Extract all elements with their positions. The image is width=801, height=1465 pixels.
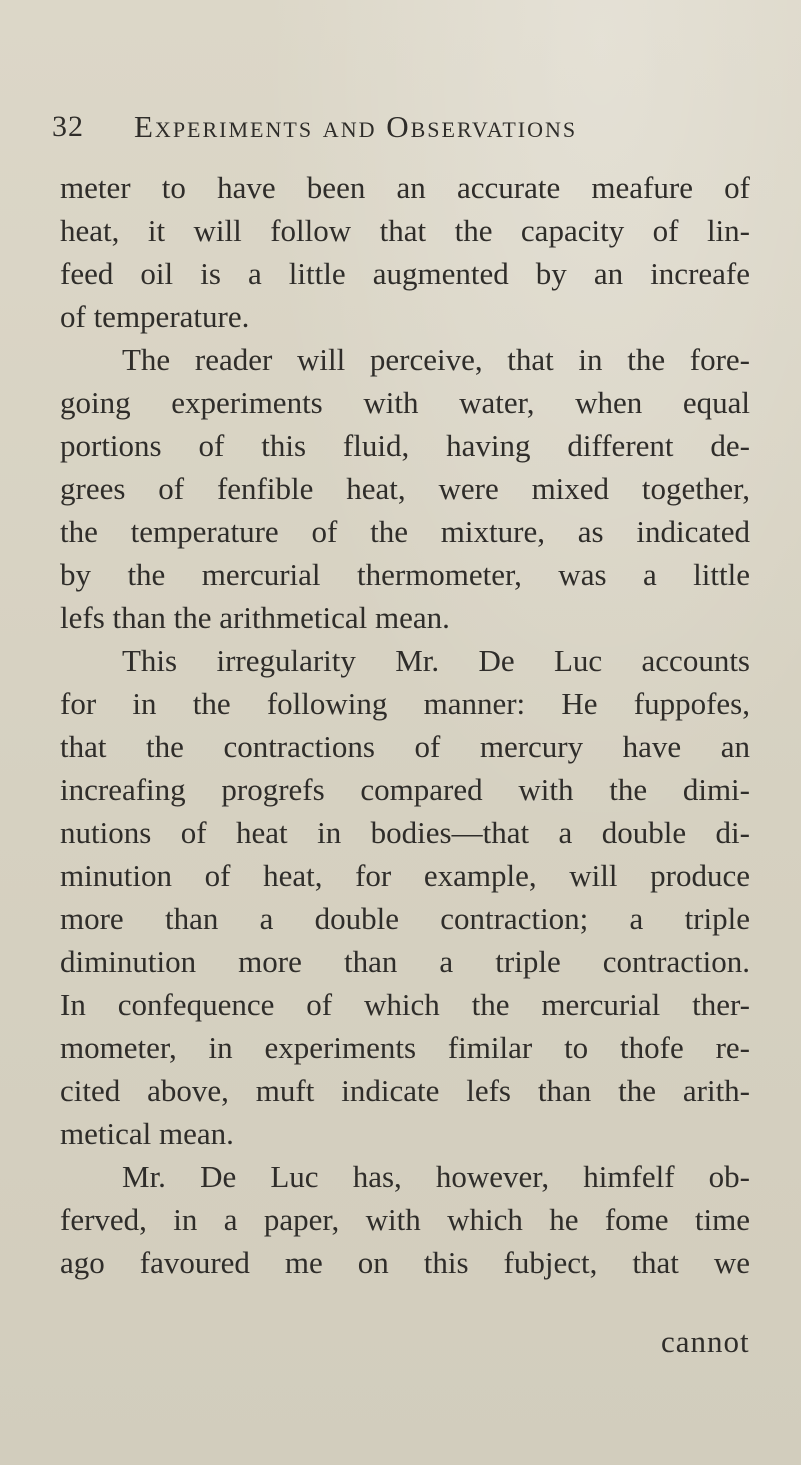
text-line: feed oil is a little augmented by an increafe xyxy=(60,256,750,291)
text-line: mometer, in experiments fimilar to thofe re- xyxy=(60,1030,750,1065)
catchword: cannot xyxy=(661,1324,750,1359)
text-line: In confequence of which the mercurial ther- xyxy=(60,987,750,1022)
text-line: by the mercurial thermometer, was a little xyxy=(60,557,750,592)
text-line: diminution more than a triple contraction. xyxy=(60,944,750,979)
text-line: The reader will perceive, that in the fore- xyxy=(122,342,750,377)
page-number: 32 xyxy=(52,110,84,143)
text-line: increafing progrefs compared with the dimi- xyxy=(60,772,750,807)
text-line: ferved, in a paper, with which he fome time xyxy=(60,1202,750,1237)
text-line: of temperature. xyxy=(60,299,250,334)
running-header xyxy=(50,104,750,154)
text-line: metical mean. xyxy=(60,1116,234,1151)
body-text xyxy=(60,166,750,1284)
text-line: cited above, muft indicate lefs than the arith- xyxy=(60,1073,750,1108)
text-line: that the contractions of mercury have an xyxy=(60,729,750,764)
text-line: grees of fenfible heat, were mixed together, xyxy=(60,471,750,506)
running-title: Experiments and Observations xyxy=(134,109,578,144)
text-line: meter to have been an accurate meafure of xyxy=(60,170,750,205)
text-line: lefs than the arithmetical mean. xyxy=(60,600,450,635)
text-line: more than a double contraction; a triple xyxy=(60,901,750,936)
text-line: ago favoured me on this fubject, that we xyxy=(60,1245,750,1280)
text-line: heat, it will follow that the capacity of lin- xyxy=(60,213,750,248)
text-line: nutions of heat in bodies—that a double di- xyxy=(60,815,750,850)
text-line: for in the following manner: He fuppofes, xyxy=(60,686,750,721)
text-line: portions of this fluid, having different de- xyxy=(60,428,750,463)
text-line: Mr. De Luc has, however, himfelf ob- xyxy=(122,1159,750,1194)
text-line: This irregularity Mr. De Luc accounts xyxy=(122,643,750,678)
text-line: minution of heat, for example, will produce xyxy=(60,858,750,893)
text-line: the temperature of the mixture, as indicated xyxy=(60,514,750,549)
text-line: going experiments with water, when equal xyxy=(60,385,750,420)
